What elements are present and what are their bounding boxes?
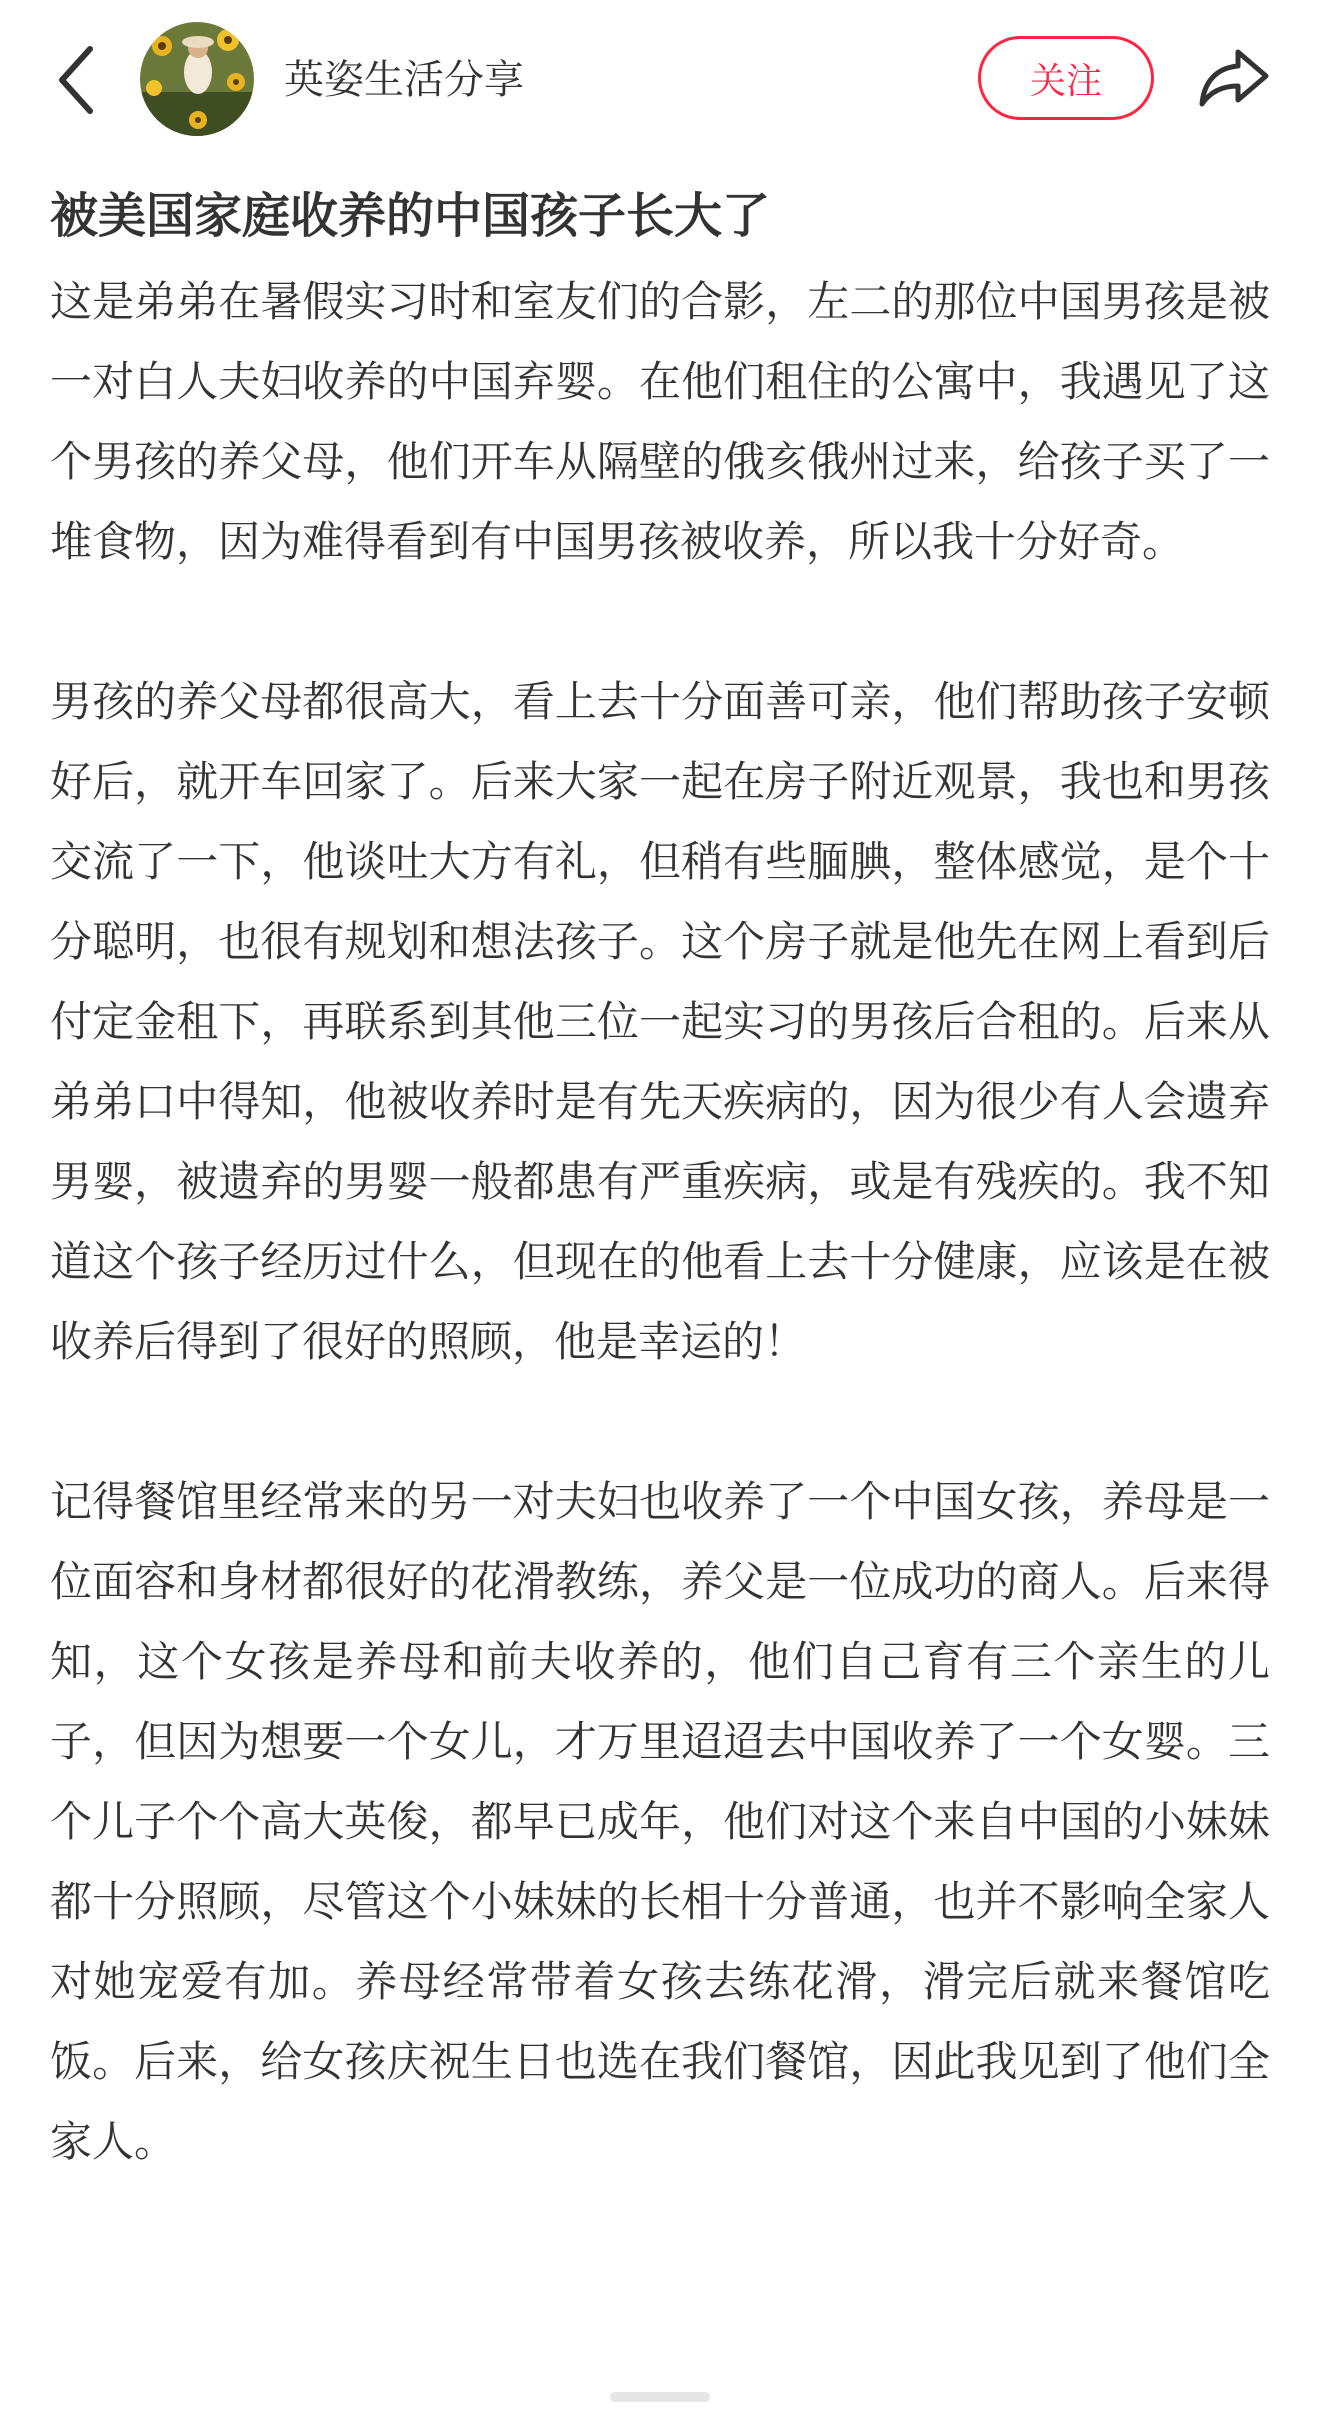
share-arrow-icon xyxy=(1198,46,1270,110)
post-paragraph: 记得餐馆里经常来的另一对夫妇也收养了一个中国女孩，养母是一位面容和身材都很好的花滑教练，养父是一位成功的商人。后来得知，这个女孩是养母和前夫收养的，他们自己育有三个亲生的儿子，但因为想要一个女儿，才万里迢迢去中国收养了一个女婴。三个儿子个个高大英俊，都早已成年，他们对这个来自中国的小妹妹都十分照顾，尽管这个小妹妹的长相十分普通，也并不影响全家人对她宠爱有加。养母经常带着女孩去练花滑，滑完后就来餐馆吃饭。后来，给女孩庆祝生日也选在我们餐馆，因此我见到了他们全家人。 xyxy=(50,1477,1270,2166)
follow-button[interactable]: 关注 xyxy=(978,36,1154,120)
back-button[interactable] xyxy=(44,38,108,122)
chevron-left-icon xyxy=(56,45,96,115)
scroll-handle[interactable] xyxy=(610,2392,710,2402)
post-title: 被美国家庭收养的中国孩子长大了 xyxy=(50,188,771,244)
share-button[interactable] xyxy=(1192,36,1276,120)
post-paragraph: 这是弟弟在暑假实习时和室友们的合影，左二的那位中国男孩是被一对白人夫妇收养的中国弃婴。在他们租住的公寓中，我遇见了这个男孩的养父母，他们开车从隔壁的俄亥俄州过来，给孩子买了一堆食物，因为难得看到有中国男孩被收养，所以我十分好奇。 xyxy=(50,277,1270,566)
author-name[interactable]: 英姿生活分享 xyxy=(284,57,524,103)
avatar[interactable] xyxy=(140,22,254,136)
avatar-image xyxy=(140,22,254,136)
post-content xyxy=(50,180,1270,2262)
post-paragraph: 男孩的养父母都很高大，看上去十分面善可亲，他们帮助孩子安顿好后，就开车回家了。后来大家一起在房子附近观景，我也和男孩交流了一下，他谈吐大方有礼，但稍有些腼腆，整体感觉，是个十分聪明，也很有规划和想法孩子。这个房子就是他先在网上看到后付定金租下，再联系到其他三位一起实习的男孩后合租的。后来从弟弟口中得知，他被收养时是有先天疾病的，因为很少有人会遗弃男婴，被遗弃的男婴一般都患有严重疾病，或是有残疾的。我不知道这个孩子经历过什么，但现在的他看上去十分健康，应该是在被收养后得到了很好的照顾，他是幸运的！ xyxy=(50,677,1270,1366)
top-bar xyxy=(0,0,1320,160)
bottom-fade xyxy=(0,2324,1320,2424)
